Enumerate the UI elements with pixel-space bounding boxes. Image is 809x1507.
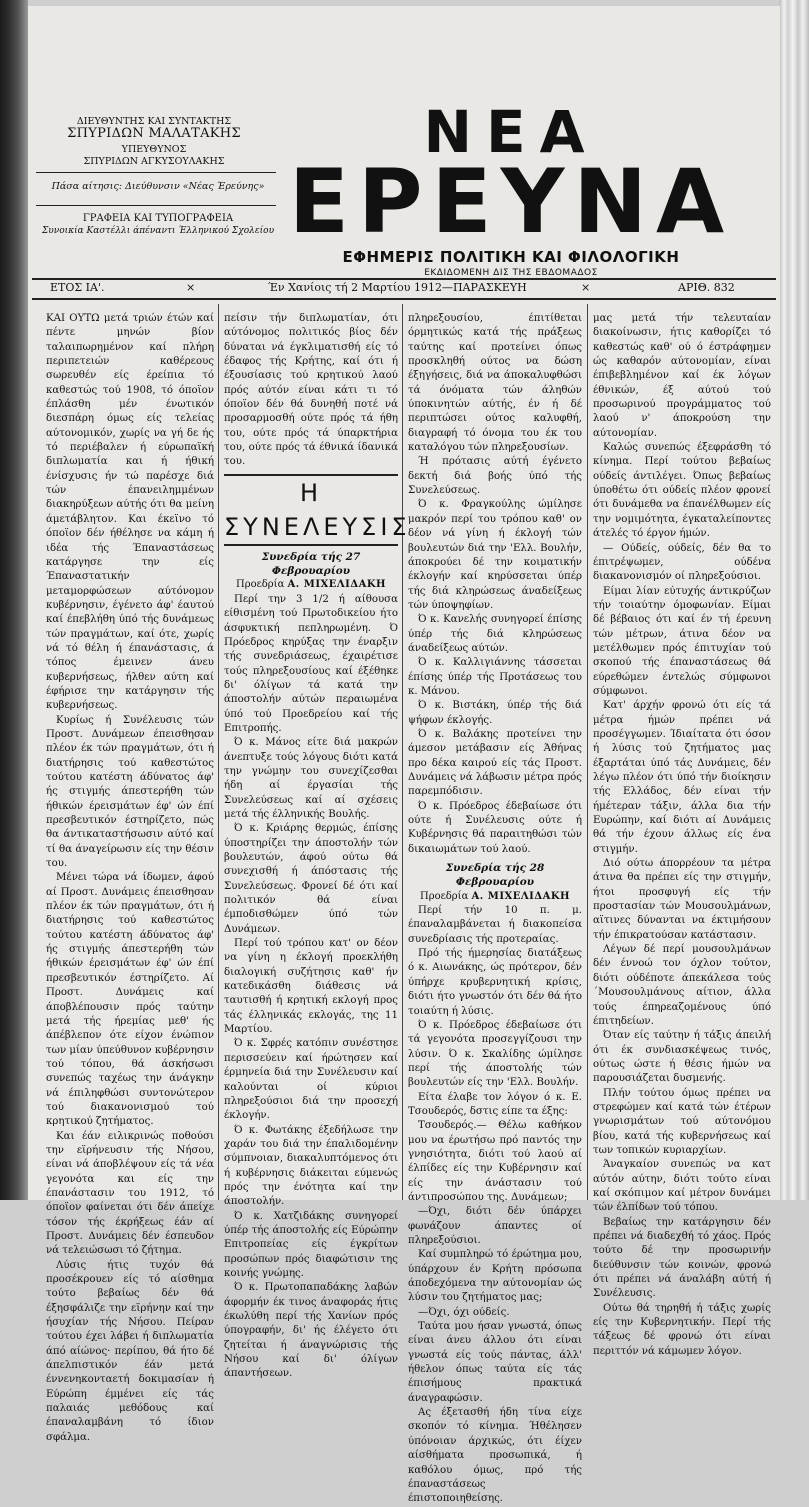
- col3-paragraph: Ό κ. Βαλάκης προτείνει την άμεσον μετάβασιν είς Άθήνας προ δέκα καιρού είς τάς Προστ. Δυνάμεις νά λάβωσιν μέτρα πρός παρεμπόδισιν.: [408, 728, 582, 798]
- col3b-paragraph: Περί τήν 10 π. μ. έπαναλαμβάνεται ή διακοπείσα συνεδρίασις τής προτεραίας.: [408, 905, 582, 945]
- column-2: [224, 312, 411, 1380]
- col1-paragraph: ΚΑΙ ΟΥΤΩ μετά τριών έτών καί πέντε μηνών βίον ταλαιπωρημένον καί πλήρη περιπετειών καθέρεους σωρευθέν είς έρείπια τό καθεστώς τού 1908, τό όποϊον έπλάσθη μέν ένωτικόν διεσπάρη όμως είς τελείας αύτονομικόν, χωρίς να γή δε ής τό περιέβαλεν ή εύρωπαϊκή διπλωματία και ή ήθική ένίσχυσις ήν τώ παρέσχε διά τών έπανειλημμένων διακηρύξεων αύτής ότι θα μείνη άμετάβλητον. Και έκεϊνο τό όποϊον δέν ήθέλησε να κάμη ή ιδέα τής Έπαναστάσεως κατάργησε την είς Έπαναστατικήν μεταμορφώσεων αύτόνομον κυβέρνησιν, έγένετο άφ' έαυτού καί έπεβλήθη ύπό τής δυνάμεως τών πραγμάτων, καί ότε, χωρίς νά τό θέλη ή έπανάστασις, ά τόπος έμεινεν άνευ κυβερνήσεως, ήλθεν αύτη καί έφήρισε την κατάργησιν τής κυβερνήσεως.: [46, 313, 214, 712]
- col3b-paragraph: Τσουδερός.— Θέλω καθήκον μου να έρωτήσω πρό παντός την γνησιότητα, διότι τού λαού αί έλπίδες είς την Κυβέρνησιν καί είς την άνάστασιν τού άντιπροσώπου της. Δυνάμεων;: [408, 1120, 582, 1203]
- column-rule-3: [587, 304, 588, 1200]
- col4-paragraph: Ούτω θά τηρηθή ή τάξις χωρίς είς την Κυβερνητικήν. Περί τής τάξεως δέ φρονώ ότι είναι περιττόν νά κάμωμεν λόγον.: [593, 1302, 771, 1357]
- col3b-paragraph: Πρό τής ήμερησίας διατάξεως ό κ. Αιωνάκης, ώς πρότερον, δέν ύπήρχε κρυβερνητική κρίσις, διότι ήτο γνωστόν ότι δέν θά ήτο τοιαύτη ή λύσις.: [408, 948, 582, 1017]
- session-1-president: Προεδρία Α. ΜΙΧΕΛΙΔΑΚΗ: [235, 579, 386, 591]
- col4-paragraph: Διό ούτω άπορρέουν τα μέτρα άτινα θα πρέπει είς την στιγμήν, ήτοι προσφυγή είς τήν προστασίαν τών Μουσουλμάνων, αϊτινες δύνανται να έκτιμήσουν τήν έπικρατούσαν κατάστασιν.: [593, 858, 771, 941]
- column-rule-1: [218, 304, 219, 1200]
- deputy-title: ΥΠΕΥΘΥΝΟΣ: [121, 144, 187, 155]
- col4-paragraph: Καλώς συνεπώς έξεφράσθη τό κίνημα. Περί τούτου βεβαίως ούδείς άντιλέγει. Όπως βεβαίως ύποθέτω ότι ούδείς πλέον φρονεί ότι δυνάμεθα να έπανέλθωμεν είς την νομιμότητα, έγκαταλείποντες άτελές τό έργον ήμών.: [593, 442, 771, 540]
- session-1-paragraph: Ό κ. Πρωτοπαπαδάκης λαβών άφορμήν έκ τινος άναφοράς ήτις έκωλύθη περί τής Χανίων πρός ύπογραφήν, δι' ής έλέγετο ότι ζητείται ή άναγνώρισις τής Νήσου καί δι' όλίγων άπαντήσεων.: [224, 1282, 398, 1380]
- col4-paragraph: Όταν είς ταύτην ή τάξις άπειλή ότι έκ συνδιασκέψεως τινός, ούτως ώστε ή θέσις ήμών να παρουσιάζεται δυσμενής.: [593, 1030, 771, 1085]
- session-1-paragraph: Ό κ. Σφρές κατόπιν συνέστησε περισσεύειν καί ήρώτησεν καί έρμηνεία διά την Συνέλευσιν καί καλούνται οί κύριοι πληρεξούσιοι διά την προσεχή έκλογήν.: [224, 1038, 398, 1122]
- separator-cross-2: ×: [581, 281, 591, 294]
- col3b-paragraph: Καί συμπληρώ τό έρώτημα μου, ύπάρχουν έν Κρήτη πρόσωπα άποδεχόμενα την αύτονομίαν ώς λύσιν του ζητήματος μας;: [408, 1249, 582, 1304]
- session-1-paragraph: Ό κ. Χατζιδάκης συνηγορεί ύπέρ τής άποστολής είς Εύρώπην Επιτροπείας είς έγκρίτων προσώπων πρός διαφώτισιν της κοινής γνώμης.: [224, 1210, 398, 1279]
- col4-paragraph: Πλήν τούτου όμως πρέπει να στρεφώμεν καί κατά τών έτέρων γνωρισμάτων τού αύτονόμου βίου, κατά τής κυβερνήσεως καί των τοπικών κυριαρχίων.: [593, 1087, 771, 1156]
- editor-name: ΣΠΥΡΙΔΩΝ ΜΑΛΑΤΑΚΗΣ: [67, 126, 241, 141]
- header-rule-1: [36, 172, 276, 173]
- book-binding: [0, 0, 28, 1200]
- newspaper-page: [28, 6, 780, 1505]
- column-1: [46, 312, 214, 1443]
- issue-number: ΑΡΙΘ. 832: [678, 281, 735, 294]
- deputy-name: ΣΠΥΡΙΔΩΝ ΑΓΚΥΣΟΥΛΑΚΗΣ: [83, 156, 225, 167]
- session-2-president: Προεδρία Α. ΜΙΧΕΛΙΔΑΚΗ: [419, 890, 570, 902]
- col4-paragraph: Άναγκαίον συνεπώς να κατ αύτόν αύτην, διότι τούτο είναι καί σκόπιμον καί μέτρον δυνάμει τών έλπίδων τού τόπου.: [593, 1159, 771, 1214]
- dateline-rule-top: [32, 278, 776, 280]
- page-edges: [779, 0, 809, 1200]
- session-1-paragraph: Ό κ. Φωτάκης έξεδήλωσε την χαράν του διά την έπαλιδομένην σύμπνοιαν, διακαλυπτόμενος ότι ή κυβέρνησις διάκειται εύμενώς πρός την ένότητα καί την άποστολήν.: [224, 1124, 398, 1208]
- session-1-paragraph: Περί τού τρόπου κατ' ον δέον να γίνη η έκλογή προεκλήθη διαλογική συζήτησις καθ' ήν κατεδικάσθη διάθεσις νά ταυτισθή ή κρητική εκλογή προς τάς έλληνικάς εκλογάς, της 11 Μαρτίου.: [224, 938, 398, 1036]
- col4-paragraph: — Ούδείς, ούδείς, δέν θα το έπιτρέψωμεν, ούδένα διακανονισμόν οί πληρεξούσιοι.: [593, 542, 771, 583]
- offices-location: Συνοικία Καστέλλι άπέναντι Έλληνικού Σχολείου: [41, 226, 275, 236]
- session-2-title: Συνεδρία τής 28 Φεβρουαρίου: [445, 862, 545, 889]
- col4-paragraph: Είμαι λίαν εύτυχής άντικρύζων τήν τοιαύτην όμοφωνίαν. Είμαι δέ βέβαιος ότι καί έν τή έρευνη τών μέτρων, άτινα δέον να μετέλθωμεν πρός έπιτυχίαν τού σκοπού τής έπαναστάσεως θά εύρεθώμεν έντελώς σύμφωνοι σύμφωνοι.: [593, 585, 771, 697]
- col4-paragraph: μας μετά τήν τελευταίαν διακοίνωσιν, ήτις καθορίζει τό καθεστώς καθ' ού ό έστράφημεν ώς καθαρόν αύτονομίαν, είναι έπιβεβλημένον καί έκ λόγων έθνικών, έξ αύτού τού προσωρινού προγράμματος τού λαού ν' άποκρούση την αύτονομίαν.: [593, 313, 771, 439]
- col3-paragraph: Ό κ. Πρόεδρος έδεβαίωσε ότι ούτε ή Συνέλευσις ούτε ή Κυβέρνησις θά παραιτηθώσι τών δικαιωμάτων τού λαού.: [408, 800, 582, 855]
- col3-paragraph: Ό κ. Καλλιγιάννης τάσσεται έπίσης ύπέρ τής Προτάσεως του κ. Μάνου.: [408, 657, 582, 697]
- title-main: ΕΡΕΥΝΑ: [288, 150, 734, 253]
- editor-title: ΔΙΕΥΘΥΝΤΗΣ ΚΑΙ ΣΥΝΤΑΚΤΗΣ: [76, 116, 232, 127]
- col3b-paragraph: —Όχι, όχι ούδείς.: [418, 1306, 510, 1318]
- title-top: ΝΕΑ: [423, 98, 599, 166]
- session-1-title: Συνεδρία τής 27 Φεβρουαρίου: [261, 550, 361, 578]
- col3-paragraph: Ό κ. Βιστάκη, ύπέρ τής διά ψήφων έκλογής.: [408, 700, 582, 726]
- col3-paragraph: πληρεξουσίου, έπιτίθεται όρμητικώς κατά τής πράξεως ταύτης καί προτείνει όπως προσκληθή ούτος να δώση έξηγήσεις, διά να άποκαλυφθώσι τά όνόματα τών άληθών ύποκινητών αύτής, έν ή δέ περιπτώσει ούτος καλυφθή, διαγραφή τό όνομα του έκ του καταλόγου τών πληρεξουσίων.: [408, 313, 582, 454]
- editor-block: [28, 116, 280, 168]
- column-3: [408, 312, 582, 1505]
- issue-date: Έν Χανίοις τή 2 Μαρτίου 1912—ΠΑΡΑΣΚΕΥΗ: [268, 281, 527, 294]
- assembly-heading: Η ΣΥΝΕΛΕΥΣΙΣ: [224, 474, 398, 546]
- session-1-paragraph: Ό κ. Μάνος είτε διά μακρών άνεπτυξε τούς λόγους διότι κατά την γνώμην του συνεχίζεσθαι ήδη αί έργασίαι τής Συνελεύσεως καί αί σχέσεις μετά τής έλληνικής Βουλής.: [224, 737, 398, 820]
- col1-paragraph: Και έάν ειλικρινώς ποθούσι την εϊρήνευσιν τής Νήσου, είναι νά άποβλέψουν είς τά νέα γεγονότα και είς την έπανάστασιν του 1912, τό όποϊον φαίνεται ότι δέν άπείχε τόσον τής έκρήξεως έάν αί Προστ. Δυνάμεις δέν έσπευδον νά τελειώσωσι τό ζήτημα.: [46, 1130, 214, 1257]
- col3-paragraph: Ό κ. Κανελής συνηγορεί έπίσης ύπέρ τής διά κληρώσεως άναδείξεως αύτών.: [408, 614, 582, 654]
- col3-paragraph: Ό κ. Φραγκούλης ώμίλησε μακρόν περί του τρόπου καθ' ον δέον νά γίνη ή έκλογή τών βουλευτών διά την 'Ελλ. Βουλήν, άποκρούει δέ την κοιματικήν έκλογήν καί κηρύσσεται ύπέρ τής διά κληρώσεως άναδείξεως τών ύποψηφίων.: [408, 499, 582, 611]
- column-4: [593, 312, 771, 1357]
- col3b-paragraph: Ας έξετασθή ήδη τίνα είχε σκοπόν τό κίνημα. Ήθέλησεν ύπόνοιαν άρχικώς, ότι έίχεν αίσθήματα προσωπικά, ή καθόλου όμως, πρό τής έπαναστάσεως έπιστοποιηθείσης.: [408, 1407, 582, 1505]
- col3b-paragraph: —Όχι, διότι δέν ύπάρχει φωνάζουν άπαντες οί πληρεξούσιοι.: [408, 1206, 582, 1246]
- subtitle: ΕΦΗΜΕΡΙΣ ΠΟΛΙΤΙΚΗ ΚΑΙ ΦΙΛΟΛΟΓΙΚΗ: [342, 248, 680, 266]
- year: ΕΤΟΣ ΙΑ'.: [50, 281, 105, 294]
- address-note: Πάσα αίτησις: Διεύθυνσιν «Νέας Έρεύνης»: [51, 181, 265, 192]
- col3b-paragraph: Είτα έλαβε τον λόγον ό κ. Ε. Τσουδερός, δστις είπε τα έξης:: [408, 1091, 582, 1117]
- header-rule-2: [36, 205, 276, 206]
- col3-paragraph: Ή πρότασις αύτή έγένετο δεκτή διά βοής ύπό τής Συνελεύσεως.: [408, 456, 582, 497]
- dateline-rule-bottom: [32, 298, 776, 300]
- session-1-paragraph: Ό κ. Κριάρης θερμώς, έπίσης ύποστηρίζει την άποστολήν τών βουλευτών, άφού ούτω θά συνεχισθή ή άπόστασις τής Συνελεύσεως. Φρονεί δέ ότι καί πολιτικόν θά είναι έμποδισθώμεν ύπό τών Δυνάμεων.: [224, 823, 398, 935]
- col4-paragraph: Λέγων δέ περί μουσουλμάνων δέν έννοώ τον όχλον τούτον, διότι ούδέποτε άπεκάλεσα τούς ΄Μουσουλμάνους αίτιον, άλλα τούς έπηρεαζομένους ύπό έπιτηδείων.: [593, 944, 771, 1027]
- col2-intro: πείσιν τήν διπλωματίαν, ότι αύτόνομος πολιτικός βίος δέν δύναται νά έγκλιματισθή είς τό έδαφος τής Κρήτης, καί ότι ή έξουσίασις τού κρητικού λαού πρός αύτόν είναι κάτι τι τό όποϊον δέν θά δυνηθή ποτέ νά προσαρμοσθή ούτε πρός τά ήθη του, ούτε πρός τά ύπαρκτήρια του, ούτε πρός τά έθνικά ίδανικά του.: [224, 313, 398, 468]
- col3b-paragraph: Ό κ. Πρόεδρος έδεβαίωσε ότι τά γεγονότα προσεγγίζουσι την λύσιν. Ό κ. Σκαλίδης ώμίλησε περί τής άποστολής τών βουλευτών είς την 'Ελλ. Βουλήν.: [408, 1019, 582, 1089]
- separator-cross-1: ×: [186, 281, 196, 294]
- col4-paragraph: Κατ' άρχήν φρονώ ότι είς τά μέτρα ήμών πρέπει νά προσέγγωμεν. Ίδιαίτατα ότι όσον ή λύσις τού ζητήματος μας έξαρτάται ύπό τάς Δυνάμεις, δέν λέγω πλέον ότι ύπό τήν διοίκησιν τής Ελλάδος, δέν είναι τήν ήμέτεραν τάξιν, άλλα δια τήν Ευρώπην, καί διότι αί Δυνάμεις θά τήν έχουν άλλως είς ένα στιγμήν.: [593, 700, 771, 855]
- col4-paragraph: Βεβαίως την κατάργησιν δέν πρέπει νά διαδεχθή τό χάος. Πρός τούτο δέ την προσωρινήν διεύθυνσιν τών κοινών, φρονώ ότι πρέπει νά άναλάβη αύτή ή Συνέλευσις.: [593, 1216, 771, 1300]
- col1-paragraph: Μένει τώρα νά ίδωμεν, άφού αί Προστ. Δυνάμεις έπεισθησαν πλέον έκ τών πραγμάτων, ότι ή διατήρησις τού καθεστώτος τούτου κατέστη άδύνατος άφ' ής στιγμής άπεστερήθη τών ήθικών έρεισμάτων έφ' ών έπί πρεσβευτικόν έστηρίζετο. Αί Προστ. Δυνάμεις καί άποβλέπουσιν πρός ταύτην μετά τής ήρεμίας μεθ' ής άπέβλεπον ότε είχον ένώπιον των μίαν ύπεύθυνον κυβέρνησιν τού τόπου, θά άσκήσωσι συνεπώς ταχέως την άνάγκην νά έπιληφθώσι συντονώτερον τού διακανονισμού τού κρητικού ζητήματος.: [46, 872, 214, 1128]
- col1-paragraph: Κυρίως ή Συνέλευσις τών Προστ. Δυνάμεων έπεισθησαν πλέον έκ τών πραγμάτων, ότι ή διατήρησις τού καθεστώτος τούτου κατέστη άδύνατος άφ' ής στιγμής άπεστερήθη τών ήθικών έρεισμάτων έφ' ών έπί πρεσβευτικόν έστηρίζετο, πώς θα άντικαταστήσωσιν αύτό καί τί θα άναγείρωσιν είς την θέσιν του.: [46, 714, 214, 870]
- column-rule-2: [402, 304, 403, 1200]
- col1-paragraph: Λύσις ήτις τυχόν θά προσέκρουεν είς τό αίσθημα τούτο βεβαίως δέν θά έξησφάλιζε την εϊρήνην καί την ήσυχίαν τής Νήσου. Πείραν τούτου έχει λάβει ή διπλωματία άπό αίώνος· περίπου, θά ήτο δέ άπελπιστικόν έάν μετά έννενηκονταετή δοκιμασίαν ή Εύρώπη έμμένει είς τάς παλαιάς μεθόδους καί έπαναλαμβάνη τό ίδιον σφάλμα.: [46, 1259, 214, 1443]
- offices-title: ΓΡΑΦΕΙΑ ΚΑΙ ΤΥΠΟΓΡΑΦΕΙΑ: [82, 213, 234, 224]
- session-1-paragraph: Περί την 3 1/2 ή αίθουσα είθισμένη τού Πρωτοδικείου ήτο άσφυκτική πεπληρωμένη. Ό Πρόεδρος κηρύξας την έναρξιν τής συνεδριάσεως, έχαιρέτισε τούς πληρεξουσίους καί έξέθηκε δι' όλίγων τά κατά την άποστολήν αύτών περαιωμένα ύπό τού Προεδρείου καί τής Επιτροπής.: [224, 593, 398, 734]
- offices-block: [38, 213, 278, 237]
- col3b-paragraph: Ταύτα μου ήσαν γνωστά, όπως είναι άνευ άλλου ότι είναι γνωστά είς τούς πάντας, άλλ' ήθελον όπως ταύτα είς τάς έπισήμους πρακτικά άναγραφώσιν.: [408, 1321, 582, 1404]
- frequency: ΕΚΔΙΔΟΜΕΝΗ ΔΙΣ ΤΗΣ ΕΒΔΟΜΑΔΟΣ: [424, 268, 598, 278]
- masthead: [276, 98, 746, 278]
